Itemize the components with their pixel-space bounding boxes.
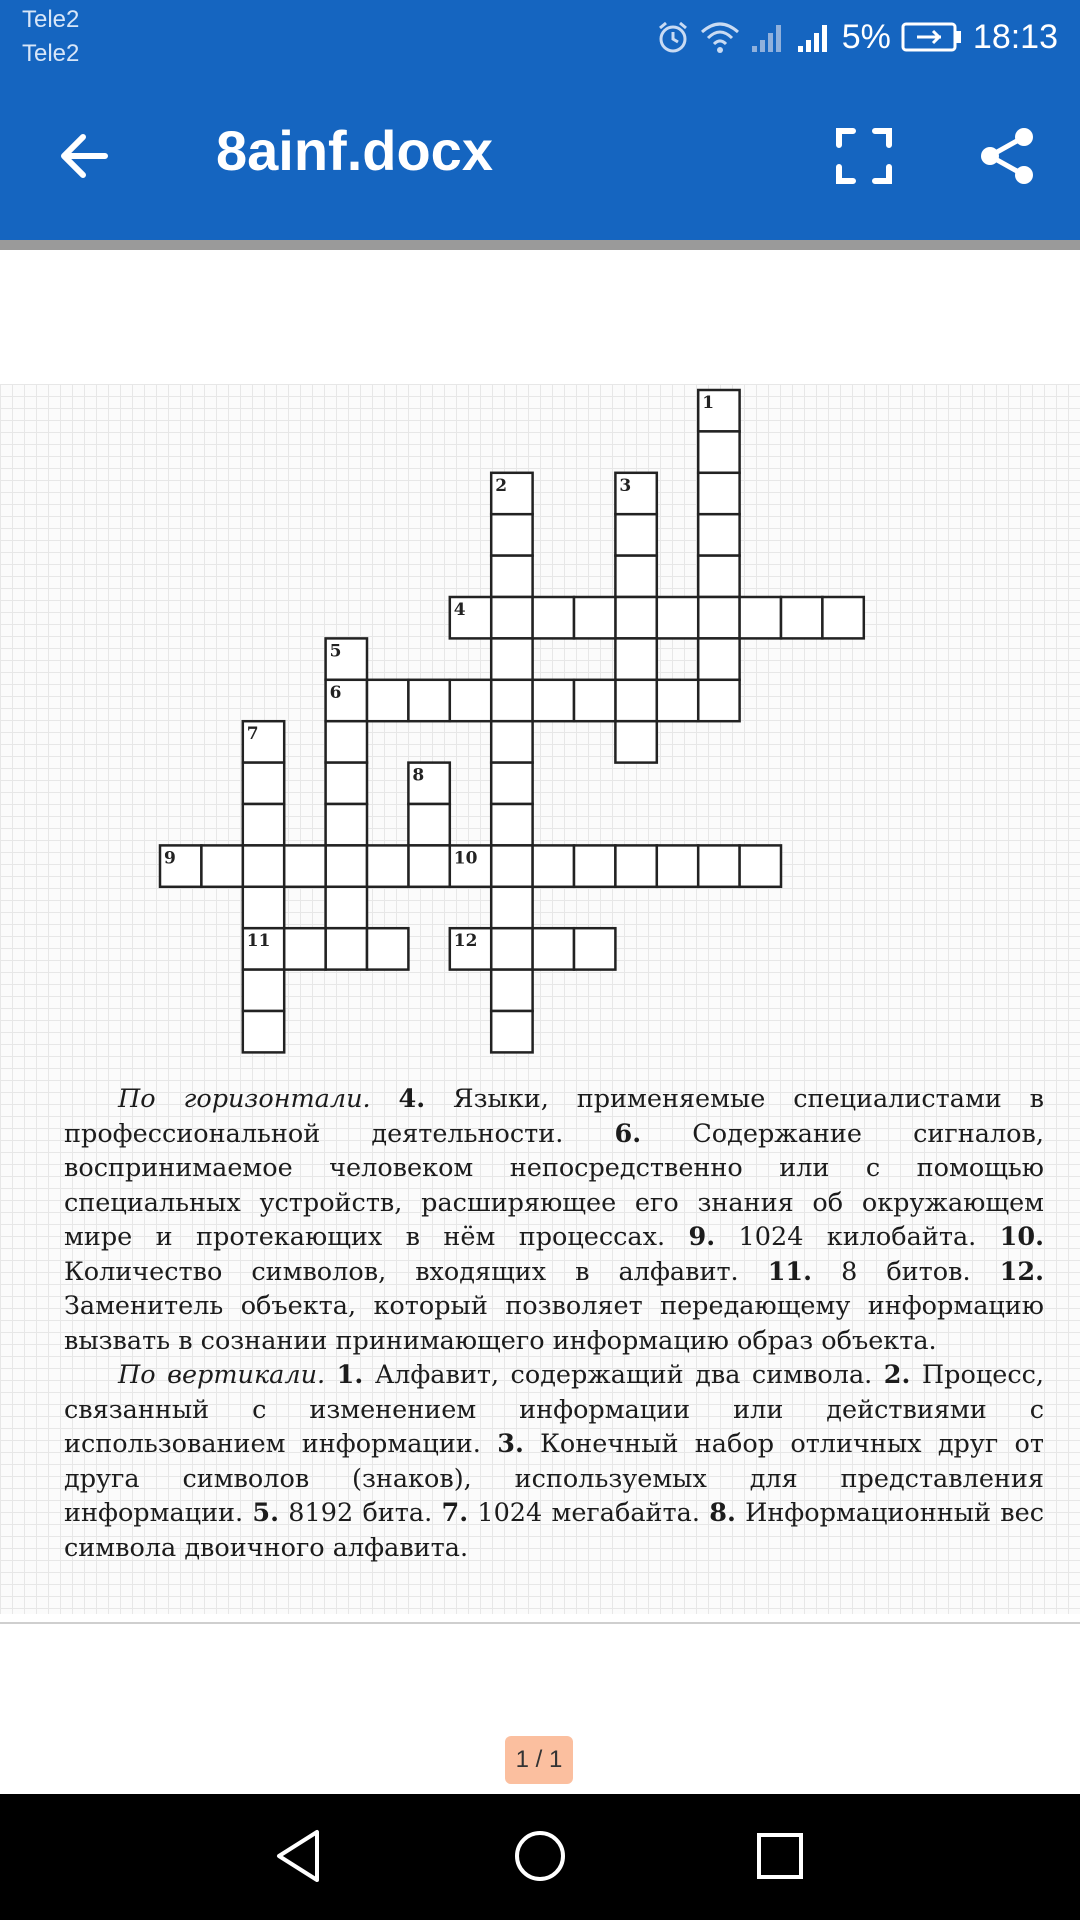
fullscreen-icon bbox=[835, 127, 893, 190]
crossword-cell bbox=[243, 887, 284, 928]
crossword-cell bbox=[615, 556, 656, 597]
crossword-cell bbox=[657, 597, 698, 638]
clue-text: 8 битов. bbox=[841, 1256, 971, 1287]
crossword-cell bbox=[574, 597, 615, 638]
fullscreen-button[interactable] bbox=[828, 122, 900, 194]
clue-number: 12. bbox=[999, 1256, 1044, 1287]
crossword-cell bbox=[615, 638, 656, 679]
crossword-cell bbox=[408, 680, 449, 721]
clue-text: 1024 мегабайта. bbox=[477, 1498, 700, 1528]
crossword-cell bbox=[657, 680, 698, 721]
crossword-cell bbox=[326, 804, 367, 845]
crossword-cell bbox=[698, 638, 739, 679]
crossword-number: 2 bbox=[495, 475, 508, 496]
crossword-cell bbox=[491, 1011, 532, 1052]
clues-vertical bbox=[64, 1358, 1044, 1565]
appbar-divider bbox=[0, 240, 1080, 250]
back-button[interactable] bbox=[48, 122, 120, 194]
document-viewer[interactable] bbox=[0, 250, 1080, 1622]
crossword-cell bbox=[574, 928, 615, 969]
crossword-cell bbox=[740, 597, 781, 638]
wifi-icon bbox=[700, 20, 740, 54]
clue-number: 11. bbox=[767, 1256, 813, 1287]
crossword-cell bbox=[698, 680, 739, 721]
crossword-cell bbox=[491, 638, 532, 679]
status-bar bbox=[0, 0, 1080, 78]
clue-text: 1024 килобайта. bbox=[738, 1222, 977, 1252]
crossword-cell bbox=[657, 845, 698, 886]
clue-text: Информационный вес символа двоичного алфавита. bbox=[64, 1498, 1044, 1563]
carrier-label-2: Tele2 bbox=[22, 40, 80, 67]
clues-horizontal bbox=[64, 1082, 1044, 1358]
clue-text: Алфавит, содержащий два символа. bbox=[374, 1360, 873, 1390]
share-icon bbox=[978, 125, 1038, 192]
crossword-cell bbox=[243, 970, 284, 1011]
clue-text: Заменитель объекта, который позволяет передающему информацию вызвать в сознании принимающего информацию образ объекта. bbox=[64, 1291, 1044, 1356]
crossword-cell bbox=[284, 845, 325, 886]
crossword-cell bbox=[698, 473, 739, 514]
crossword-cell bbox=[533, 845, 574, 886]
crossword-cell bbox=[615, 680, 656, 721]
crossword-cell bbox=[243, 804, 284, 845]
battery-percent: 5% bbox=[841, 17, 891, 56]
crossword-cell bbox=[326, 721, 367, 762]
crossword-cell bbox=[326, 845, 367, 886]
page-bottom-edge bbox=[0, 1622, 1080, 1624]
crossword-cell bbox=[243, 1011, 284, 1052]
crossword-cell bbox=[491, 680, 532, 721]
crossword-cell bbox=[326, 763, 367, 804]
crossword-grid bbox=[0, 384, 1080, 1084]
crossword-cell bbox=[408, 845, 449, 886]
clue-text: Процесс, связанный с изменением информации или действиями с использованием информации. bbox=[64, 1360, 1044, 1459]
crossword-number: 8 bbox=[412, 765, 425, 786]
heading-vertical: По вертикали. bbox=[118, 1360, 326, 1390]
crossword-cell bbox=[491, 597, 532, 638]
clue-text: Конечный набор отличных друг от друга символов (знаков), используемых для представления информации. bbox=[64, 1429, 1044, 1528]
crossword-cell bbox=[491, 804, 532, 845]
crossword-cell bbox=[450, 680, 491, 721]
crossword-cell bbox=[367, 680, 408, 721]
crossword-cell bbox=[533, 680, 574, 721]
heading-horizontal: По горизонтали. bbox=[118, 1084, 371, 1114]
navigation-bar bbox=[0, 1794, 1080, 1920]
crossword-cell bbox=[698, 431, 739, 472]
crossword-number: 4 bbox=[453, 600, 466, 620]
crossword-cell bbox=[740, 845, 781, 886]
crossword-number: 1 bbox=[702, 393, 715, 413]
share-button[interactable] bbox=[972, 122, 1044, 194]
nav-home-icon bbox=[513, 1829, 567, 1888]
nav-home-button[interactable] bbox=[500, 1818, 580, 1898]
document-title: 8ainf.docx bbox=[216, 119, 493, 182]
crossword-cell bbox=[491, 721, 532, 762]
crossword-cell bbox=[326, 887, 367, 928]
clues-text bbox=[64, 1082, 1044, 1565]
app-bar bbox=[0, 78, 1080, 240]
crossword-cell bbox=[491, 556, 532, 597]
crossword-cell bbox=[367, 928, 408, 969]
crossword-cell bbox=[822, 597, 863, 638]
clue-number: 6. bbox=[614, 1118, 642, 1149]
crossword-cell bbox=[615, 845, 656, 886]
crossword-cell bbox=[533, 928, 574, 969]
crossword-number: 7 bbox=[246, 724, 259, 745]
clue-text: Языки, применяемые специалистами в профессиональной деятельности. bbox=[64, 1084, 1045, 1149]
crossword-cell bbox=[615, 514, 656, 555]
crossword-cell bbox=[781, 597, 822, 638]
crossword-cell bbox=[491, 845, 532, 886]
crossword-cell bbox=[491, 887, 532, 928]
signal-icon bbox=[750, 20, 786, 54]
crossword-cell bbox=[491, 514, 532, 555]
clue-number: 7. bbox=[441, 1498, 469, 1528]
crossword-number: 5 bbox=[329, 641, 342, 662]
crossword-number: 11 bbox=[246, 931, 271, 952]
clue-number: 1. bbox=[336, 1360, 364, 1390]
clue-text: 8192 бита. bbox=[288, 1498, 433, 1528]
page-indicator: 1 / 1 bbox=[505, 1736, 573, 1784]
crossword-number: 3 bbox=[619, 475, 632, 496]
nav-recents-icon bbox=[756, 1832, 804, 1885]
crossword-cell bbox=[698, 845, 739, 886]
crossword-cell bbox=[243, 845, 284, 886]
signal-icon bbox=[796, 20, 832, 54]
crossword-cell bbox=[698, 597, 739, 638]
clue-number: 4. bbox=[398, 1084, 426, 1114]
crossword-cell bbox=[201, 845, 242, 886]
scanned-page-image bbox=[0, 384, 1080, 1614]
crossword-number: 12 bbox=[453, 931, 478, 952]
crossword-cell bbox=[615, 597, 656, 638]
crossword-cell bbox=[408, 804, 449, 845]
crossword-cell bbox=[243, 763, 284, 804]
crossword-cell bbox=[698, 514, 739, 555]
crossword-cell bbox=[326, 928, 367, 969]
crossword-number: 9 bbox=[164, 848, 176, 869]
nav-back-button[interactable] bbox=[258, 1818, 338, 1898]
crossword-cell bbox=[698, 556, 739, 597]
nav-recents-button[interactable] bbox=[740, 1818, 820, 1898]
alarm-icon bbox=[656, 20, 690, 54]
crossword-cell bbox=[491, 970, 532, 1011]
crossword-cell bbox=[284, 928, 325, 969]
battery-icon bbox=[901, 21, 963, 53]
clue-number: 10. bbox=[999, 1222, 1045, 1252]
clue-number: 9. bbox=[688, 1222, 716, 1252]
crossword-number: 10 bbox=[453, 848, 478, 869]
clue-number: 3. bbox=[497, 1429, 524, 1459]
clock: 18:13 bbox=[972, 17, 1058, 56]
crossword-cell bbox=[491, 763, 532, 804]
carrier-label-1: Tele2 bbox=[22, 6, 80, 33]
clue-number: 8. bbox=[709, 1498, 736, 1528]
crossword-number: 6 bbox=[329, 682, 342, 703]
crossword-cell bbox=[615, 721, 656, 762]
crossword-cell bbox=[574, 680, 615, 721]
arrow-left-icon bbox=[57, 129, 111, 188]
clue-text: Содержание сигналов, воспринимаемое человеком непосредственно или с помощью специальных устройств, расширяющее его знания об окружающем мире и протекающих в нём процессах. bbox=[64, 1118, 1044, 1252]
nav-back-icon bbox=[273, 1828, 323, 1889]
crossword-cell bbox=[533, 597, 574, 638]
clue-number: 2. bbox=[883, 1360, 911, 1390]
crossword-cell bbox=[491, 928, 532, 969]
crossword-cell bbox=[367, 845, 408, 886]
clue-text: Количество символов, входящих в алфавит. bbox=[64, 1256, 739, 1287]
clue-number: 5. bbox=[252, 1498, 280, 1528]
crossword-cell bbox=[574, 845, 615, 886]
